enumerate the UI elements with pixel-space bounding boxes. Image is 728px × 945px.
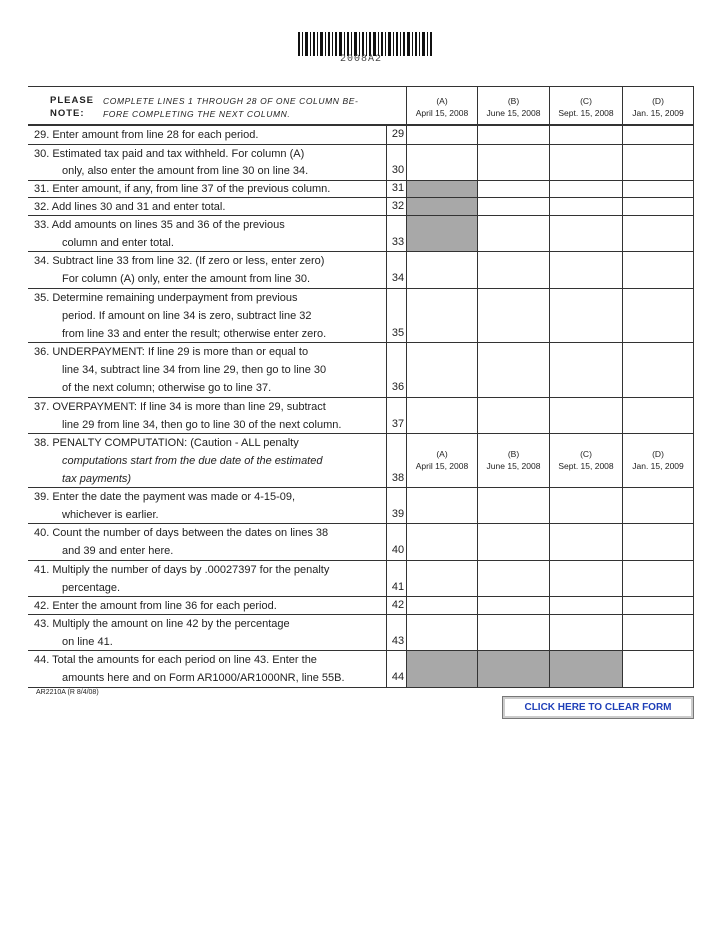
line-number: 37 [391,418,405,430]
line-35-text: from line 33 and enter the result; otherwise enter zero. [62,328,327,340]
line-number: 29 [391,128,405,140]
column-header-d: (D) Jan. 15, 2009 [632,96,684,118]
line-number: 39 [391,508,405,520]
barcode-text: 2008A2 [340,54,383,65]
column-header-c: (C) Sept. 15, 2008 [558,96,614,118]
line-number: 40 [391,544,405,556]
line-34-text: 34. Subtract line 33 from line 32. (If zero or less, enter zero) [34,255,325,267]
line-number: 36 [391,381,405,393]
column-header-a: (A) April 15, 2008 [415,449,469,471]
column-header-d: (D) Jan. 15, 2009 [632,449,684,471]
line-44-text: amounts here and on Form AR1000/AR1000NR, line 55B. [62,672,345,684]
line-number: 43 [391,635,405,647]
shaded-cell [407,181,477,251]
rule [477,86,478,687]
clear-form-button[interactable]: CLICK HERE TO CLEAR FORM [502,696,694,719]
line-32-text: 32. Add lines 30 and 31 and enter total. [34,201,226,213]
line-number: 41 [391,581,405,593]
shaded-cell [478,650,549,687]
line-38-text: computations start from the due date of the estimated [62,455,323,467]
line-number: 38 [391,472,405,484]
rule [549,86,550,687]
line-40-text: 40. Count the number of days between the dates on lines 38 [34,527,329,539]
line-37-text: line 29 from line 34, then go to line 30 of the next column. [62,419,342,431]
line-36-text: of the next column; otherwise go to line 37. [62,382,272,394]
form-code: AR2210A (R 8/4/08) [36,689,99,696]
line-number: 30 [391,164,405,176]
rule [693,86,694,687]
rule [28,86,694,87]
line-41-text: 41. Multiply the number of days by .00027397 for the penalty [34,564,330,576]
shaded-cell [407,650,477,687]
column-header-c: (C) Sept. 15, 2008 [558,449,614,471]
line-29-text: 29. Enter amount from line 28 for each period. [34,129,259,141]
line-number: 42 [391,599,405,611]
line-42-text: 42. Enter the amount from line 36 for each period. [34,600,277,612]
barcode [298,32,434,56]
note-text: COMPLETE LINES 1 THROUGH 28 OF ONE COLUMN BE- [103,96,359,106]
line-44-text: 44. Total the amounts for each period on line 43. Enter the [34,654,317,666]
line-number: 32 [391,200,405,212]
line-34-text: For column (A) only, enter the amount from line 30. [62,273,311,285]
line-number: 34 [391,272,405,284]
column-header-b: (B) June 15, 2008 [486,449,541,471]
rule [386,124,387,687]
line-39-text: whichever is earlier. [62,509,159,521]
rule [28,687,694,688]
line-30-text: only, also enter the amount from line 30 on line 34. [62,165,309,177]
line-41-text: percentage. [62,582,121,594]
column-header-a: (A) April 15, 2008 [415,96,469,118]
shaded-cell [550,650,622,687]
line-number: 31 [391,182,405,194]
line-37-text: 37. OVERPAYMENT: If line 34 is more than line 29, subtract [34,401,326,413]
line-43-text: on line 41. [62,636,113,648]
line-40-text: and 39 and enter here. [62,545,174,557]
line-number: 35 [391,327,405,339]
line-39-text: 39. Enter the date the payment was made or 4-15-09, [34,491,296,503]
line-43-text: 43. Multiply the amount on line 42 by the percentage [34,618,290,630]
note-text: FORE COMPLETING THE NEXT COLUMN. [103,109,291,119]
note-label: PLEASE [50,95,95,106]
line-35-text: period. If amount on line 34 is zero, subtract line 32 [62,310,312,322]
rule [622,86,623,687]
line-number: 44 [391,671,405,683]
line-31-text: 31. Enter amount, if any, from line 37 of the previous column. [34,183,331,195]
line-38-text: tax payments) [62,473,132,485]
column-header-b: (B) June 15, 2008 [486,96,541,118]
note-label: NOTE: [50,108,85,119]
line-38-text: 38. PENALTY COMPUTATION: (Caution - ALL penalty [34,437,299,449]
line-30-text: 30. Estimated tax paid and tax withheld. For column (A) [34,148,305,160]
line-number: 33 [391,236,405,248]
line-35-text: 35. Determine remaining underpayment from previous [34,292,298,304]
line-36-text: line 34, subtract line 34 from line 29, then go to line 30 [62,364,327,376]
line-33-text: 33. Add amounts on lines 35 and 36 of the previous [34,219,285,231]
line-36-text: 36. UNDERPAYMENT: If line 29 is more than or equal to [34,346,309,358]
line-33-text: column and enter total. [62,237,174,249]
